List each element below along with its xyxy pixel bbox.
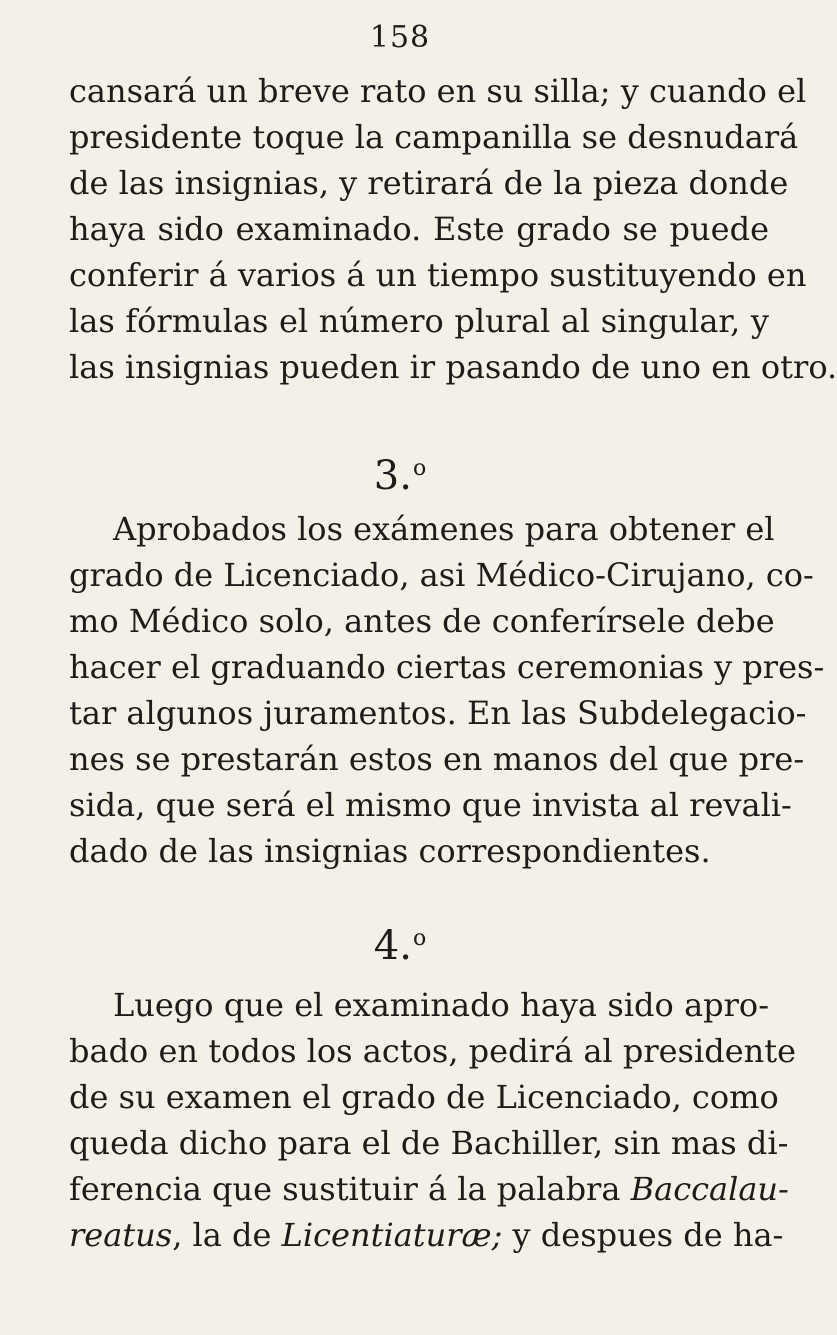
- text-line-with-latin: [69, 1212, 784, 1258]
- text-line: conferir á varios á un tiempo sustituyendo en: [69, 256, 807, 294]
- paragraph-continuation: [69, 68, 837, 390]
- paragraph-section-4: [69, 982, 797, 1258]
- text-line: cansará un breve rato en su silla; y cuando el: [69, 72, 807, 110]
- text-line: sida, que será el mismo que invista al revali-: [69, 786, 792, 824]
- text-line: grado de Licenciado, asi Médico-Cirujano, co-: [69, 556, 814, 594]
- text-line: nes se prestarán estos en manos del que pre-: [69, 740, 805, 778]
- text-line: de las insignias, y retirará de la pieza donde: [69, 164, 789, 202]
- text-line: Aprobados los exámenes para obtener el: [113, 510, 775, 548]
- text-segment: y despues de ha-: [512, 1216, 784, 1254]
- page-number: 158: [369, 20, 431, 55]
- text-segment: ferencia que sustituir á la palabra: [69, 1170, 621, 1208]
- paragraph-section-3: [69, 506, 825, 874]
- section-heading-4: [0, 914, 800, 971]
- text-line: las fórmulas el número plural al singular, y: [69, 302, 769, 340]
- text-segment: , la de: [172, 1216, 272, 1254]
- section-number: 3.: [373, 453, 412, 499]
- text-line: mo Médico solo, antes de conferírsele debe: [69, 602, 775, 640]
- text-line: tar algunos juramentos. En las Subdelegacio-: [69, 694, 807, 732]
- text-line: Luego que el examinado haya sido apro-: [113, 986, 769, 1024]
- section-number: 4.: [373, 923, 412, 969]
- section-heading-3: [0, 444, 800, 501]
- text-line: presidente toque la campanilla se desnudará: [69, 118, 799, 156]
- ordinal-indicator: o: [412, 456, 427, 481]
- latin-term: Baccalau-: [630, 1170, 789, 1208]
- text-line: bado en todos los actos, pedirá al presidente: [69, 1032, 797, 1070]
- text-line: queda dicho para el de Bachiller, sin mas di-: [69, 1124, 789, 1162]
- text-line: de su examen el grado de Licenciado, como: [69, 1078, 779, 1116]
- text-line: dado de las insignias correspondientes.: [69, 832, 711, 870]
- text-line: las insignias pueden ir pasando de uno en otro.: [69, 348, 837, 386]
- text-line-with-latin: [69, 1166, 789, 1212]
- latin-term: Licentiaturæ;: [281, 1216, 503, 1254]
- text-line: haya sido examinado. Este grado se puede: [69, 210, 769, 248]
- text-line: hacer el graduando ciertas ceremonias y pres-: [69, 648, 825, 686]
- latin-term: reatus: [69, 1216, 173, 1254]
- ordinal-indicator: o: [412, 926, 427, 951]
